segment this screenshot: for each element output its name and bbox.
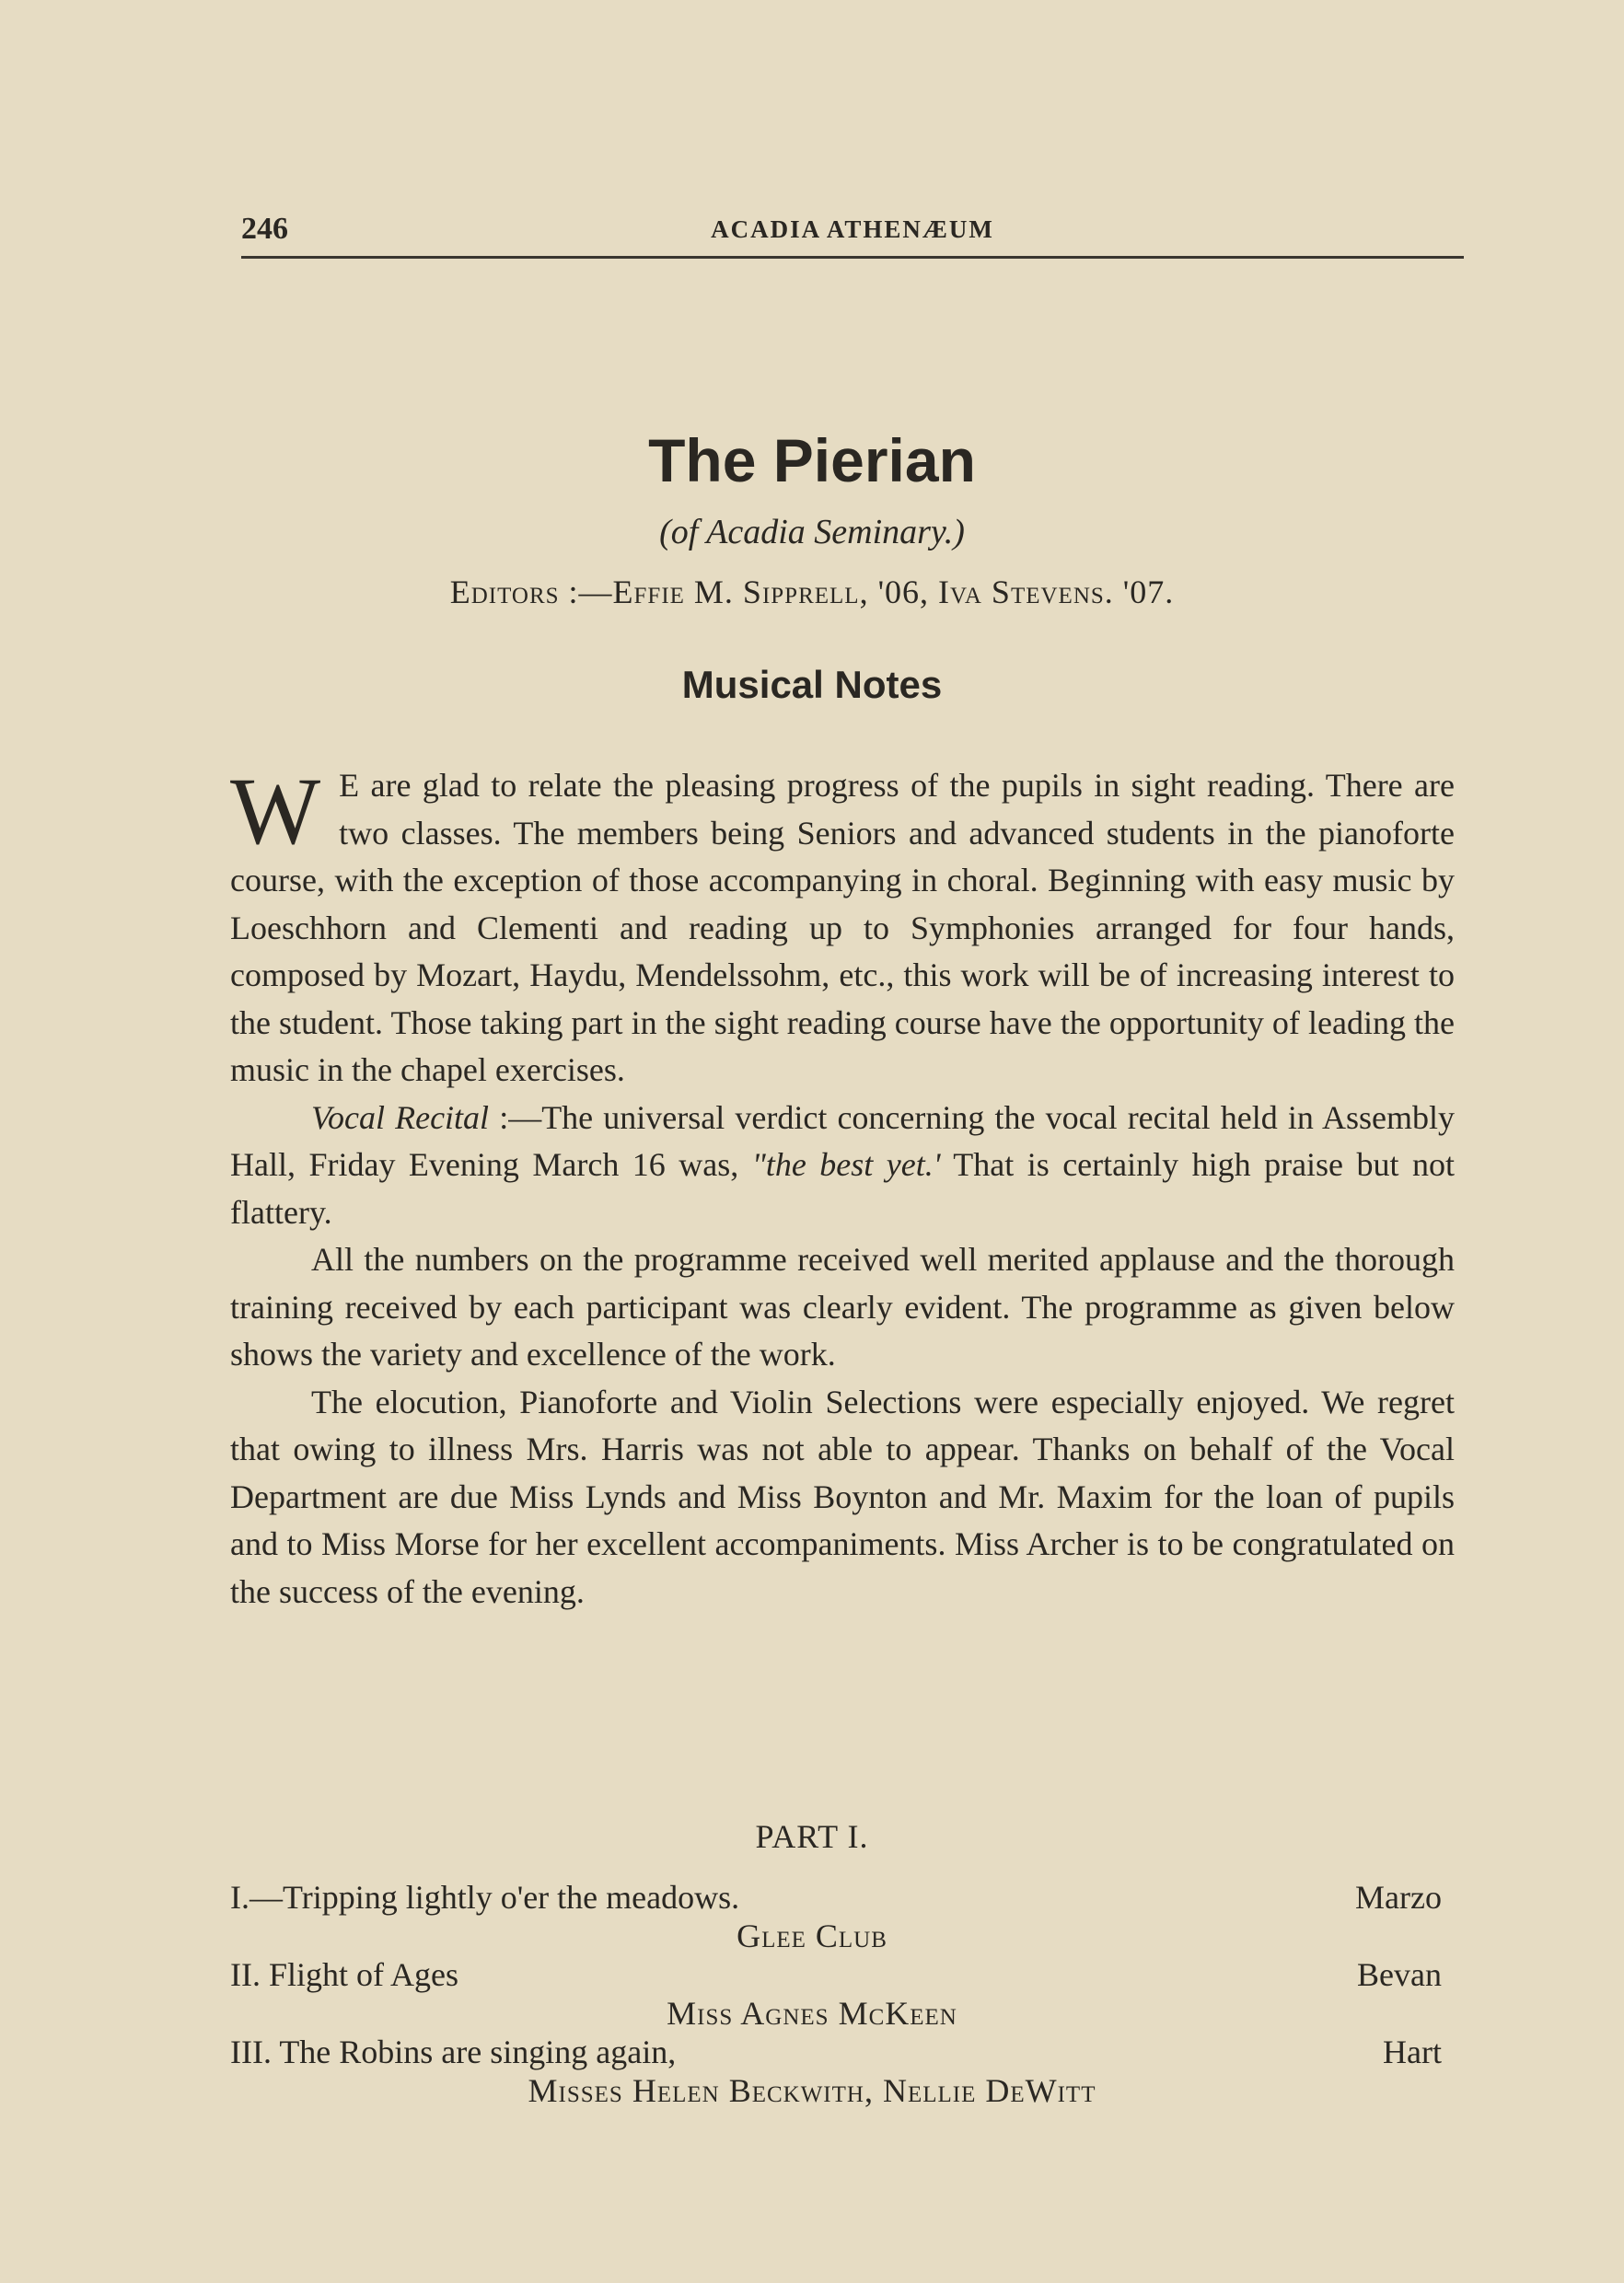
paragraph-2-quote: "the best yet.'	[751, 1146, 941, 1183]
paragraph-2-lead: Vocal Recital	[311, 1098, 490, 1136]
programme-part-heading: PART I.	[755, 1818, 869, 1855]
programme-item-composer: Marzo	[1355, 1879, 1442, 1916]
article-body	[230, 759, 1455, 1616]
paragraph-2-text: :—The universal verdict concerning the vocal recital held in Assembly Hall, Friday Evening March 16 was,	[230, 1098, 1455, 1183]
drop-cap: W	[230, 759, 321, 864]
article-title: The Pierian	[648, 426, 976, 494]
paragraph-2-tail: That is certainly high praise but not flattery.	[230, 1146, 1455, 1231]
programme-item	[230, 1955, 1442, 1996]
programme-item-composer: Hart	[1383, 2034, 1442, 2070]
programme-item	[230, 2033, 1442, 2073]
page-header	[241, 208, 1464, 259]
programme-item-composer: Bevan	[1357, 1956, 1442, 1993]
running-head: ACADIA ATHENÆUM	[711, 215, 994, 243]
paragraph-2	[230, 1095, 1455, 1237]
paragraph-3: All the numbers on the programme received well merited applause and the thorough training received by each participant was clearly evident. The programme as given below shows the variety and excellence of the work.	[230, 1241, 1455, 1373]
paragraph-1	[230, 759, 1455, 1095]
programme-item-performer: Glee Club	[737, 1918, 887, 1954]
programme-item-performer: Misses Helen Beckwith, Nellie DeWitt	[528, 2072, 1096, 2109]
programme-item-title: II. Flight of Ages	[230, 1956, 458, 1993]
programme-item-title: III. The Robins are singing again,	[230, 2034, 677, 2070]
programme-item-performer: Miss Agnes McKeen	[667, 1995, 957, 2032]
page-number: 246	[241, 212, 288, 246]
section-title: Musical Notes	[681, 663, 943, 706]
editors-line: Editors :—Effie M. Sipprell, '06, Iva Stevens. '07.	[449, 574, 1175, 610]
paragraph-4: The elocution, Pianoforte and Violin Selections were especially enjoyed. We regret that owing to illness Mrs. Harris was not able to appear. Thanks on behalf of the Vocal Department are due Miss Lynds and Miss Boynton and Mr. Maxim for the loan of pupils and to Miss Morse for her excellent accompaniments. Miss Archer is to be congratulated on the success of the evening.	[230, 1383, 1455, 1610]
article-subtitle: (of Acadia Seminary.)	[659, 513, 965, 551]
programme-item-title: I.—Tripping lightly o'er the meadows.	[230, 1879, 740, 1916]
paragraph-1-text: E are glad to relate the pleasing progress of the pupils in sight reading. There are two classes. The members being Seniors and advanced students in the pianoforte course, with the exception of those accompanying in choral. Beginning with easy music by Loeschhorn and Clementi and reading up to Symphonies arranged for four hands, composed by Mozart, Haydu, Mendelssohm, etc., this work will be of increasing interest to the student. Those taking part in the sight reading course have the opportunity of leading the music in the chapel exercises.	[230, 767, 1455, 1088]
programme-item	[230, 1878, 1442, 1918]
